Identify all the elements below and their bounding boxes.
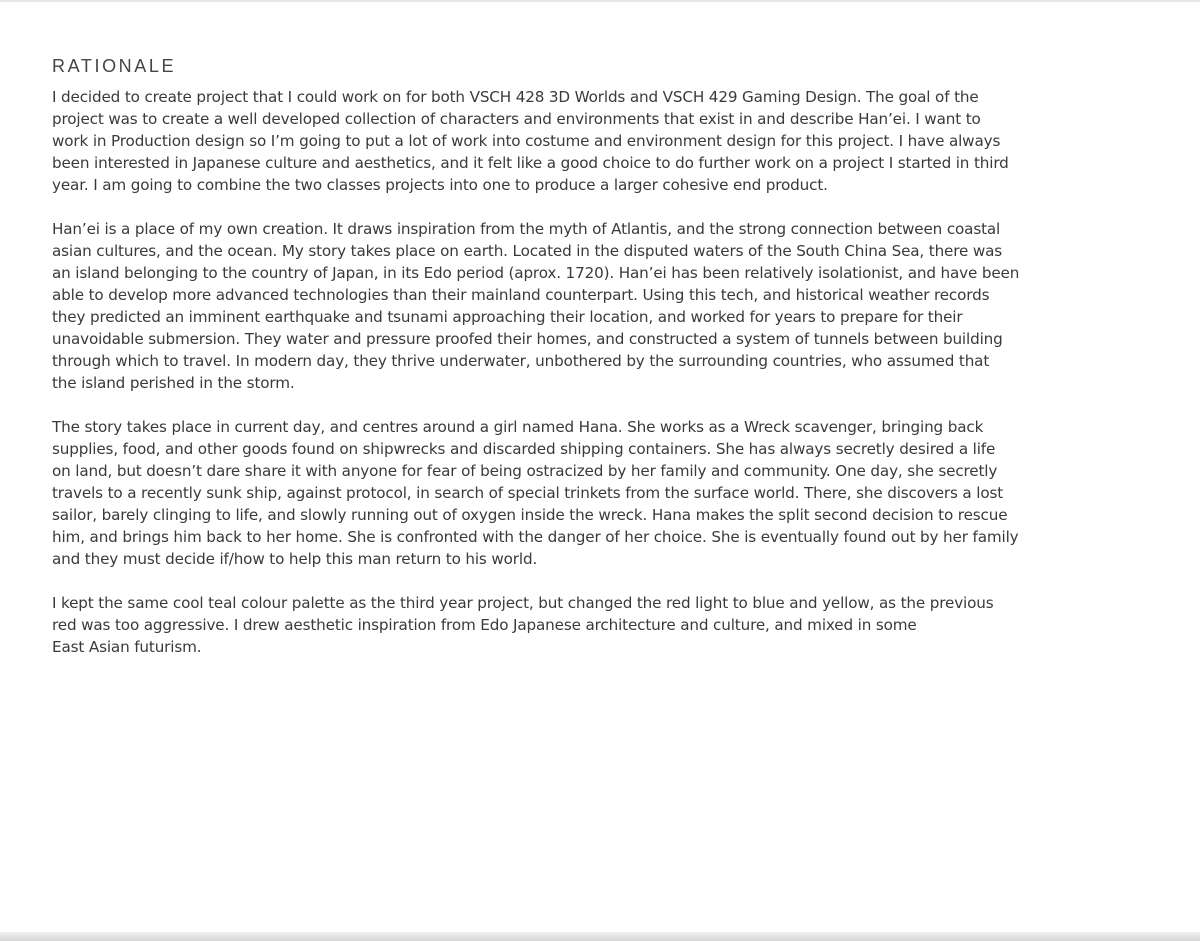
paragraph-line: sailor, barely clinging to life, and slowly running out of oxygen inside the wreck. Hana makes the split second decision to rescue	[52, 506, 1008, 524]
top-divider	[0, 0, 1200, 2]
paragraph-2	[52, 218, 1152, 394]
paragraph-line: the island perished in the storm.	[52, 374, 295, 392]
paragraph-line: The story takes place in current day, and centres around a girl named Hana. She works as a Wreck scavenger, bringing back	[52, 418, 984, 436]
document-page	[52, 56, 1152, 658]
paragraph-line: through which to travel. In modern day, they thrive underwater, unbothered by the surrounding countries, who assumed that	[52, 352, 990, 370]
paragraph-line: East Asian futurism.	[52, 638, 202, 656]
paragraph-line: they predicted an imminent earthquake and tsunami approaching their location, and worked for years to prepare for their	[52, 308, 963, 326]
paragraph-line: travels to a recently sunk ship, against protocol, in search of special trinkets from the surface world. There, she discovers a lost	[52, 484, 1004, 502]
paragraph-line: him, and brings him back to her home. She is confronted with the danger of her choice. She is eventually found out by her family	[52, 528, 1019, 546]
paragraph-line: able to develop more advanced technologies than their mainland counterpart. Using this tech, and historical weather records	[52, 286, 990, 304]
paragraph-line: red was too aggressive. I drew aesthetic inspiration from Edo Japanese architecture and culture, and mixed in some	[52, 616, 917, 634]
paragraph-1	[52, 86, 1152, 196]
paragraph-line: year. I am going to combine the two classes projects into one to produce a larger cohesive end product.	[52, 176, 828, 194]
paragraph-line: supplies, food, and other goods found on shipwrecks and discarded shipping containers. She has always secretly desired a life	[52, 440, 996, 458]
paragraph-line: Han’ei is a place of my own creation. It draws inspiration from the myth of Atlantis, and the strong connection between coastal	[52, 220, 1001, 238]
paragraph-line: asian cultures, and the ocean. My story takes place on earth. Located in the disputed waters of the South China Sea, there was	[52, 242, 1003, 260]
bottom-edge	[0, 932, 1200, 941]
paragraph-line: work in Production design so I’m going to put a lot of work into costume and environment design for this project. I have always	[52, 132, 1001, 150]
paragraph-3	[52, 416, 1152, 570]
paragraph-line: on land, but doesn’t dare share it with anyone for fear of being ostracized by her family and community. One day, she secretly	[52, 462, 998, 480]
section-heading: RATIONALE	[52, 56, 177, 76]
paragraph-line: an island belonging to the country of Japan, in its Edo period (aprox. 1720). Han’ei has been relatively isolationist, and have been	[52, 264, 1020, 282]
paragraph-line: project was to create a well developed collection of characters and environments that exist in and describe Han’ei. I want to	[52, 110, 981, 128]
paragraph-line: unavoidable submersion. They water and pressure proofed their homes, and constructed a system of tunnels between building	[52, 330, 1003, 348]
paragraph-line: I decided to create project that I could work on for both VSCH 428 3D Worlds and VSCH 429 Gaming Design. The goal of the	[52, 88, 979, 106]
paragraph-line: I kept the same cool teal colour palette as the third year project, but changed the red light to blue and yellow, as the previous	[52, 594, 994, 612]
paragraph-line: been interested in Japanese culture and aesthetics, and it felt like a good choice to do further work on a project I started in third	[52, 154, 1009, 172]
paragraph-line: and they must decide if/how to help this man return to his world.	[52, 550, 538, 568]
paragraph-4	[52, 592, 1152, 658]
